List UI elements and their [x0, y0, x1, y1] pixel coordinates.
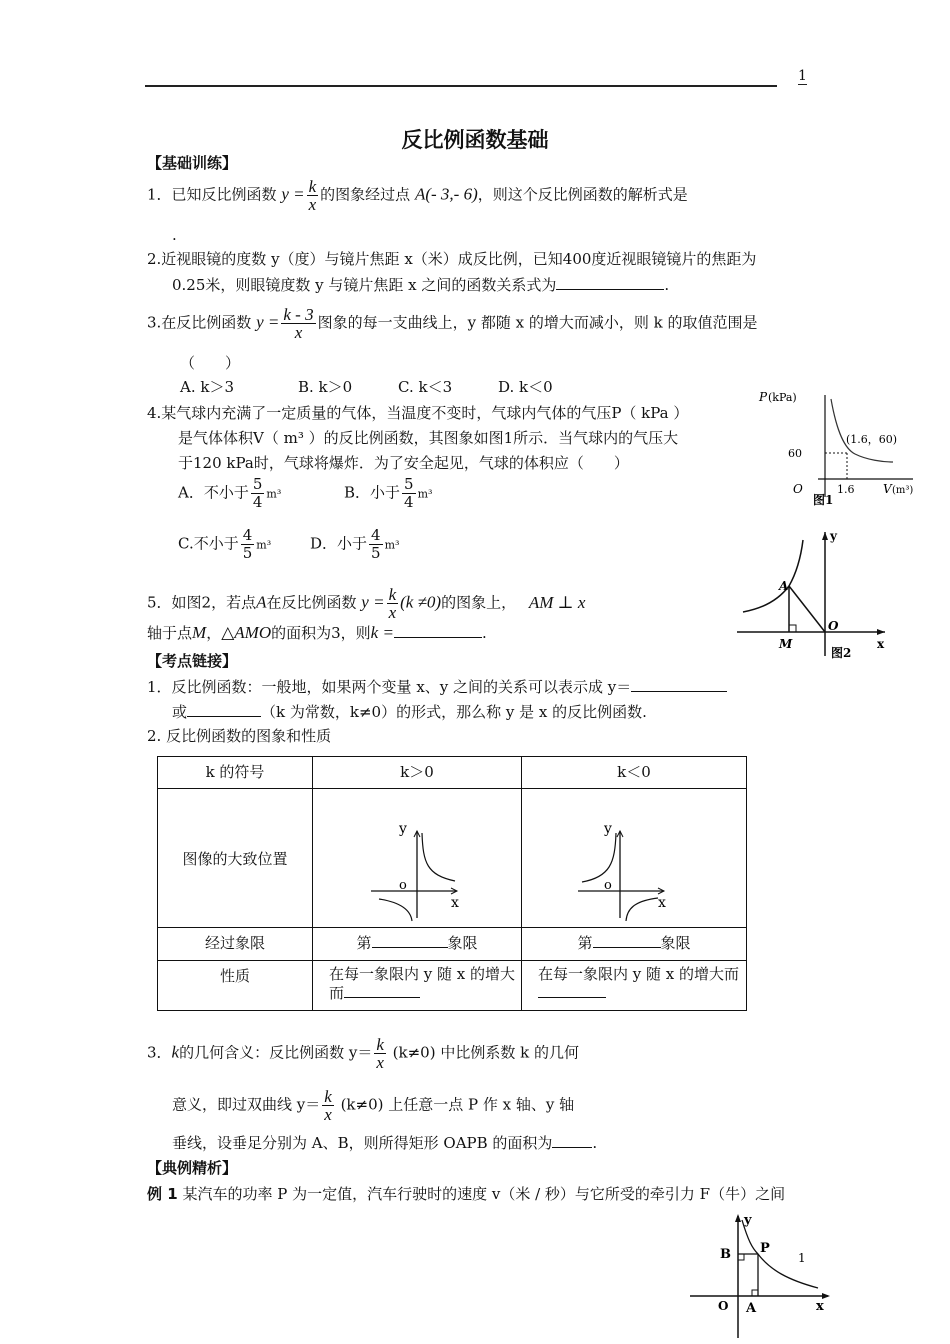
fig3-right-angle-b	[738, 1254, 744, 1260]
q5-point-m: M	[192, 623, 207, 642]
question-3	[147, 306, 757, 341]
link3-line3-text: 垂线，设垂足分别为 A、B，则所得矩形 OAPB 的面积为	[172, 1134, 553, 1152]
q5-line2	[147, 622, 487, 643]
graph-kpos	[367, 823, 477, 923]
link3-k: k	[171, 1042, 180, 1062]
example-1-text: 某汽车的功率 P 为一定值，汽车行驶时的速度 v（米 / 秒）与它所受的牵引力 F（牛）之间	[182, 1185, 786, 1203]
section-examples: 【典例精析】	[147, 1159, 238, 1177]
q3-paren: （ ）	[180, 354, 241, 372]
fig3-side-note: 1	[798, 1251, 806, 1265]
q5-triangle: △AMO	[221, 623, 272, 642]
q4-a-fraction	[251, 476, 265, 511]
q3-frac-den: x	[294, 323, 303, 342]
q3-fraction	[281, 306, 315, 341]
link3-blank[interactable]	[552, 1133, 592, 1148]
q3-prefix: 3.在反比例函数	[147, 313, 252, 332]
table-header-kneg: k＜0	[522, 757, 747, 789]
link3-end: .	[592, 1134, 598, 1152]
q4-line2: 是气体体积V（ m³ ）的反比例函数，其图象如图1所示．当气球内的气压大	[178, 429, 679, 447]
fig2-point-a: A	[779, 579, 789, 593]
q5-line2c: 的面积为3，则	[271, 624, 371, 642]
q1-point: A(- 3,- 6)	[414, 184, 478, 204]
example-1	[147, 1183, 785, 1204]
q1-fraction	[307, 178, 319, 213]
link3-num: 3．	[147, 1043, 172, 1062]
table-quadrant-kneg	[522, 928, 747, 961]
q3-option-b[interactable]: B. k＞0	[298, 378, 353, 396]
link3-fraction-1	[374, 1036, 386, 1071]
q4-d-unit: m³	[384, 538, 400, 552]
q4-c-unit: m³	[256, 538, 272, 552]
fig1-curve	[831, 399, 893, 462]
q4-b-num: 5	[404, 475, 414, 493]
link1-line1-text: 1．反比例函数：一般地，如果两个变量 x、y 之间的关系可以表示成 y＝	[147, 678, 632, 696]
q4-b-label: B．小于	[344, 483, 401, 502]
q4-c-fraction	[241, 527, 255, 562]
q2-answer-blank[interactable]	[556, 275, 664, 290]
fig3-origin: O	[718, 1299, 729, 1313]
q5-mid: 在反比例函数	[266, 593, 357, 612]
fig2-origin: O	[828, 619, 839, 633]
q4-c-num: 4	[242, 526, 253, 544]
example-1-label: 例 1	[147, 1185, 178, 1203]
fig3-point-p: P	[760, 1241, 770, 1256]
link1-line2	[172, 701, 647, 722]
section-links: 【考点链接】	[147, 652, 238, 670]
table-prop-kpos	[313, 961, 522, 1011]
graph-kpos-origin: o	[399, 878, 407, 893]
fig1-point-label: (1.6，60)	[846, 433, 898, 446]
fig3-x-label: x	[816, 1299, 824, 1314]
table-row-graph-label: 图像的大致位置	[158, 789, 313, 928]
q5-point-a: A	[256, 592, 267, 612]
q5-suffix: 的图象上，	[441, 593, 517, 612]
question-1	[147, 178, 688, 213]
fig3-right-angle-a	[752, 1290, 758, 1296]
q5-cond: (k ≠0)	[400, 592, 442, 612]
graph-kneg-x-label: x	[658, 895, 666, 911]
figure-1	[755, 385, 925, 510]
q1-frac-den: x	[308, 195, 317, 214]
q2-line1: 2.近视眼镜的度数 y（度）与镜片焦距 x（米）成反比例，已知400度近视眼镜镜片的焦距为	[147, 250, 757, 268]
link3-fraction-2	[322, 1088, 334, 1123]
table-prop-kneg	[522, 961, 747, 1011]
quadrant-kneg-post: 象限	[660, 934, 691, 952]
q4-a-label: A．不小于	[178, 483, 249, 502]
properties-table	[157, 756, 747, 1011]
link3-line3	[172, 1132, 597, 1153]
table-graph-kneg	[522, 789, 747, 928]
page-number: 1	[798, 68, 807, 84]
prop-kneg-text: 在每一象限内 y 随 x 的增大而	[538, 965, 740, 983]
table-header-sign: k 的符号	[158, 757, 313, 789]
page-title: 反比例函数基础	[401, 128, 549, 152]
q5-frac-den: x	[388, 603, 397, 622]
q3-option-a[interactable]: A. k＞3	[180, 378, 235, 396]
q2-line2-text: 0.25米，则眼镜度数 y 与镜片焦距 x 之间的函数关系式为	[172, 276, 557, 294]
link1-line2a: 或	[172, 703, 188, 721]
link2-text: 2. 反比例函数的图象和性质	[147, 727, 332, 745]
link3-line1b: 的几何含义：反比例函数 y＝	[179, 1043, 373, 1062]
fig1-y-label: P	[759, 390, 768, 404]
graph-kneg	[574, 823, 684, 923]
q4-line3: 于120 kPa时，气球将爆炸．为了安全起见，气球的体积应（ ）	[178, 454, 629, 472]
link3-frac2-num: k	[324, 1087, 332, 1106]
q5-frac-num: k	[388, 585, 397, 604]
q4-line1: 4.某气球内充满了一定质量的气体，当温度不变时，气球内气体的气压P（ kPa ）	[147, 404, 689, 422]
section-basic: 【基础训练】	[147, 154, 238, 172]
q4-b-den: 4	[404, 493, 414, 511]
table-graph-kpos	[313, 789, 522, 928]
figure-2	[735, 528, 895, 660]
link3-line2	[172, 1088, 574, 1123]
graph-kneg-branch-2	[582, 833, 616, 882]
link1-blank-1[interactable]	[631, 677, 727, 692]
graph-kneg-branch-4	[626, 898, 658, 921]
q4-b-unit: m³	[417, 487, 433, 501]
q1-suffix: ，则这个反比例函数的解析式是	[477, 185, 688, 204]
q3-y-eq: y =	[256, 312, 280, 332]
q4-a-unit: m³	[266, 487, 282, 501]
q5-line2b: ，	[206, 624, 222, 642]
quadrant-kneg-blank[interactable]	[593, 933, 661, 948]
link1-line1	[147, 676, 727, 697]
q4-option-d[interactable]	[310, 527, 399, 562]
fig2-right-angle	[789, 625, 796, 632]
fig2-y-label: y	[830, 529, 837, 543]
fig2-y-arrow	[822, 532, 828, 540]
link3-line1	[147, 1036, 579, 1071]
quadrant-kpos-pre: 第	[356, 934, 372, 952]
q5-k-eq: k =	[370, 623, 394, 642]
link3-line2a: 意义，即过双曲线 y＝	[172, 1095, 321, 1114]
fig1-tick-x: 1.6	[837, 483, 855, 496]
q4-c-den: 5	[242, 544, 253, 562]
fig1-x-unit: (m³)	[892, 485, 914, 496]
link1-line2b: （k 为常数，k≠0）的形式，那么称 y 是 x 的反比例函数.	[261, 703, 647, 721]
q5-end: .	[481, 624, 487, 642]
table-row	[158, 961, 747, 1011]
q5-fraction	[387, 586, 399, 621]
link3-frac1-num: k	[376, 1035, 384, 1054]
table-row	[158, 757, 747, 789]
fig3-y-label: y	[744, 1213, 752, 1228]
q1-prefix: 1．已知反比例函数	[147, 185, 277, 204]
q4-c-label: C.不小于	[178, 534, 239, 553]
q4-a-num: 5	[252, 475, 263, 493]
q3-option-d[interactable]: D. k＜0	[498, 378, 553, 396]
q2-end: .	[664, 276, 670, 294]
prop-kneg-blank[interactable]	[538, 983, 606, 998]
q4-option-b[interactable]	[344, 476, 432, 511]
table-row-prop-label: 性质	[158, 961, 313, 1011]
q4-option-a[interactable]	[178, 476, 281, 511]
question-5	[147, 586, 585, 621]
fig2-point-m: M	[779, 637, 793, 651]
graph-kpos-branch-1	[422, 833, 455, 881]
q5-line2a: 轴于点	[147, 624, 193, 642]
fig2-x-label: x	[877, 637, 885, 651]
graph-kpos-branch-3	[379, 899, 412, 921]
q4-d-fraction	[369, 527, 383, 562]
q3-frac-num: k - 3	[283, 305, 314, 324]
q4-d-num: 4	[371, 526, 381, 544]
fig1-tick-y: 60	[788, 447, 802, 460]
fig2-x-arrow	[877, 629, 885, 635]
q1-y-eq: y =	[281, 184, 305, 204]
fig3-point-a: A	[746, 1301, 757, 1316]
table-row-quadrant-label: 经过象限	[158, 928, 313, 961]
graph-kpos-y-label: y	[399, 823, 407, 837]
table-header-kpos: k＞0	[313, 757, 522, 789]
fig1-x-label: V	[883, 482, 892, 496]
fig1-origin: O	[793, 482, 803, 496]
q5-y-eq: y =	[361, 592, 385, 612]
q4-d-den: 5	[371, 544, 381, 562]
fig3-y-arrow	[735, 1214, 741, 1222]
quadrant-kpos-blank[interactable]	[372, 933, 448, 948]
q3-suffix: 图象的每一支曲线上，y 都随 x 的增大而减小，则 k 的取值范围是	[317, 313, 758, 332]
q4-a-den: 4	[252, 493, 263, 511]
q5-perp: AM ⊥ x	[528, 592, 586, 612]
graph-kneg-y-label: y	[604, 823, 612, 837]
link3-frac1-den: x	[376, 1053, 384, 1072]
fig1-y-unit: (kPa)	[768, 391, 797, 404]
q1-middle: 的图象经过点	[320, 185, 411, 204]
quadrant-kneg-pre: 第	[577, 934, 593, 952]
fig2-caption: 图2	[831, 646, 852, 660]
q1-frac-num: k	[308, 177, 317, 196]
q4-option-c[interactable]	[178, 527, 271, 562]
figure-3	[688, 1210, 838, 1340]
q5-answer-blank[interactable]	[394, 623, 482, 638]
link1-blank-2[interactable]	[187, 702, 261, 717]
graph-kneg-origin: o	[604, 878, 612, 893]
link3-line1c: (k≠0) 中比例系数 k 的几何	[392, 1043, 579, 1062]
prop-kpos-text: 在每一象限内 y 随 x 的增大而	[329, 965, 516, 1002]
q4-d-label: D．小于	[310, 534, 368, 553]
table-row	[158, 928, 747, 961]
fig2-curve	[743, 540, 803, 612]
q2-line2	[172, 274, 669, 295]
fig3-point-b: B	[720, 1247, 731, 1262]
graph-kpos-x-label: x	[451, 895, 459, 911]
q5-prefix: 5．如图2，若点	[147, 593, 257, 612]
quadrant-kpos-post: 象限	[447, 934, 478, 952]
q3-option-c[interactable]: C. k＜3	[398, 378, 453, 396]
fig1-caption: 图1	[813, 493, 834, 507]
table-quadrant-kpos	[313, 928, 522, 961]
q4-b-fraction	[402, 476, 416, 511]
table-row	[158, 789, 747, 928]
prop-kpos-blank[interactable]	[344, 983, 420, 998]
link3-frac2-den: x	[324, 1105, 332, 1124]
q1-end: .	[172, 226, 177, 244]
header-rule	[145, 85, 777, 87]
link3-line2b: (k≠0) 上任意一点 P 作 x 轴、y 轴	[340, 1095, 575, 1114]
